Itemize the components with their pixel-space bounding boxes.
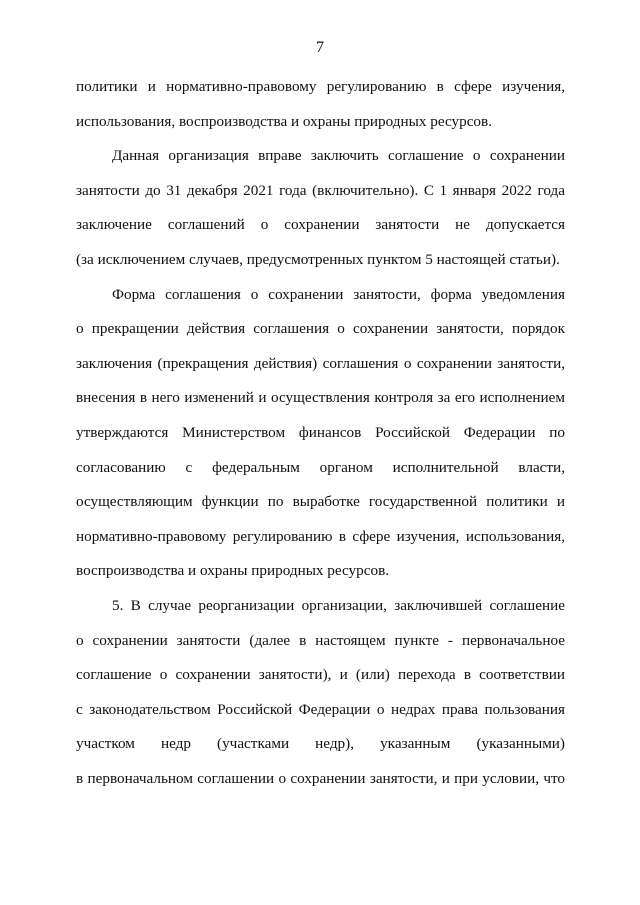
text-line: использования, воспроизводства и охраны природных ресурсов.: [76, 112, 492, 130]
document-body: [76, 76, 565, 802]
paragraph: [76, 284, 565, 595]
text-line: согласованию с федеральным органом исполнительной власти,: [76, 458, 565, 476]
text-line: утверждаются Министерством финансов Российской Федерации по: [76, 423, 565, 441]
text-line: заключения (прекращения действия) соглашения о сохранении занятости,: [76, 354, 565, 372]
text-line: с законодательством Российской Федерации о недрах права пользования: [76, 700, 565, 718]
text-line: осуществляющим функции по выработке государственной политики и: [76, 493, 565, 511]
paragraph: [76, 145, 565, 283]
text-line: (за исключением случаев, предусмотренных пунктом 5 настоящей статьи).: [76, 250, 560, 268]
text-line: Данная организация вправе заключить соглашение о сохранении: [112, 147, 565, 165]
paragraph: [76, 76, 565, 145]
text-line: занятости до 31 декабря 2021 года (включительно). С 1 января 2022 года: [76, 181, 565, 199]
text-line: о прекращении действия соглашения о сохранении занятости, порядок: [76, 320, 565, 338]
text-line: заключение соглашений о сохранении занятости не допускается: [76, 216, 565, 234]
text-line: соглашение о сохранении занятости), и (или) перехода в соответствии: [76, 666, 565, 684]
text-line: 5. В случае реорганизации организации, заключившей соглашение: [112, 596, 565, 614]
text-line: в первоначальном соглашении о сохранении занятости, и при условии, что: [76, 769, 565, 787]
text-line: участком недр (участками недр), указанным (указанными): [76, 735, 565, 753]
text-line: о сохранении занятости (далее в настоящем пункте - первоначальное: [76, 631, 565, 649]
text-line: внесения в него изменений и осуществления контроля за его исполнением: [76, 389, 565, 407]
text-line: нормативно-правовому регулированию в сфере изучения, использования,: [76, 527, 565, 545]
text-line: политики и нормативно-правовому регулированию в сфере изучения,: [76, 78, 565, 95]
text-line: Форма соглашения о сохранении занятости, форма уведомления: [112, 285, 565, 303]
text-line: воспроизводства и охраны природных ресурсов.: [76, 562, 390, 580]
paragraph: [76, 595, 565, 803]
page-number: 7: [316, 39, 324, 56]
